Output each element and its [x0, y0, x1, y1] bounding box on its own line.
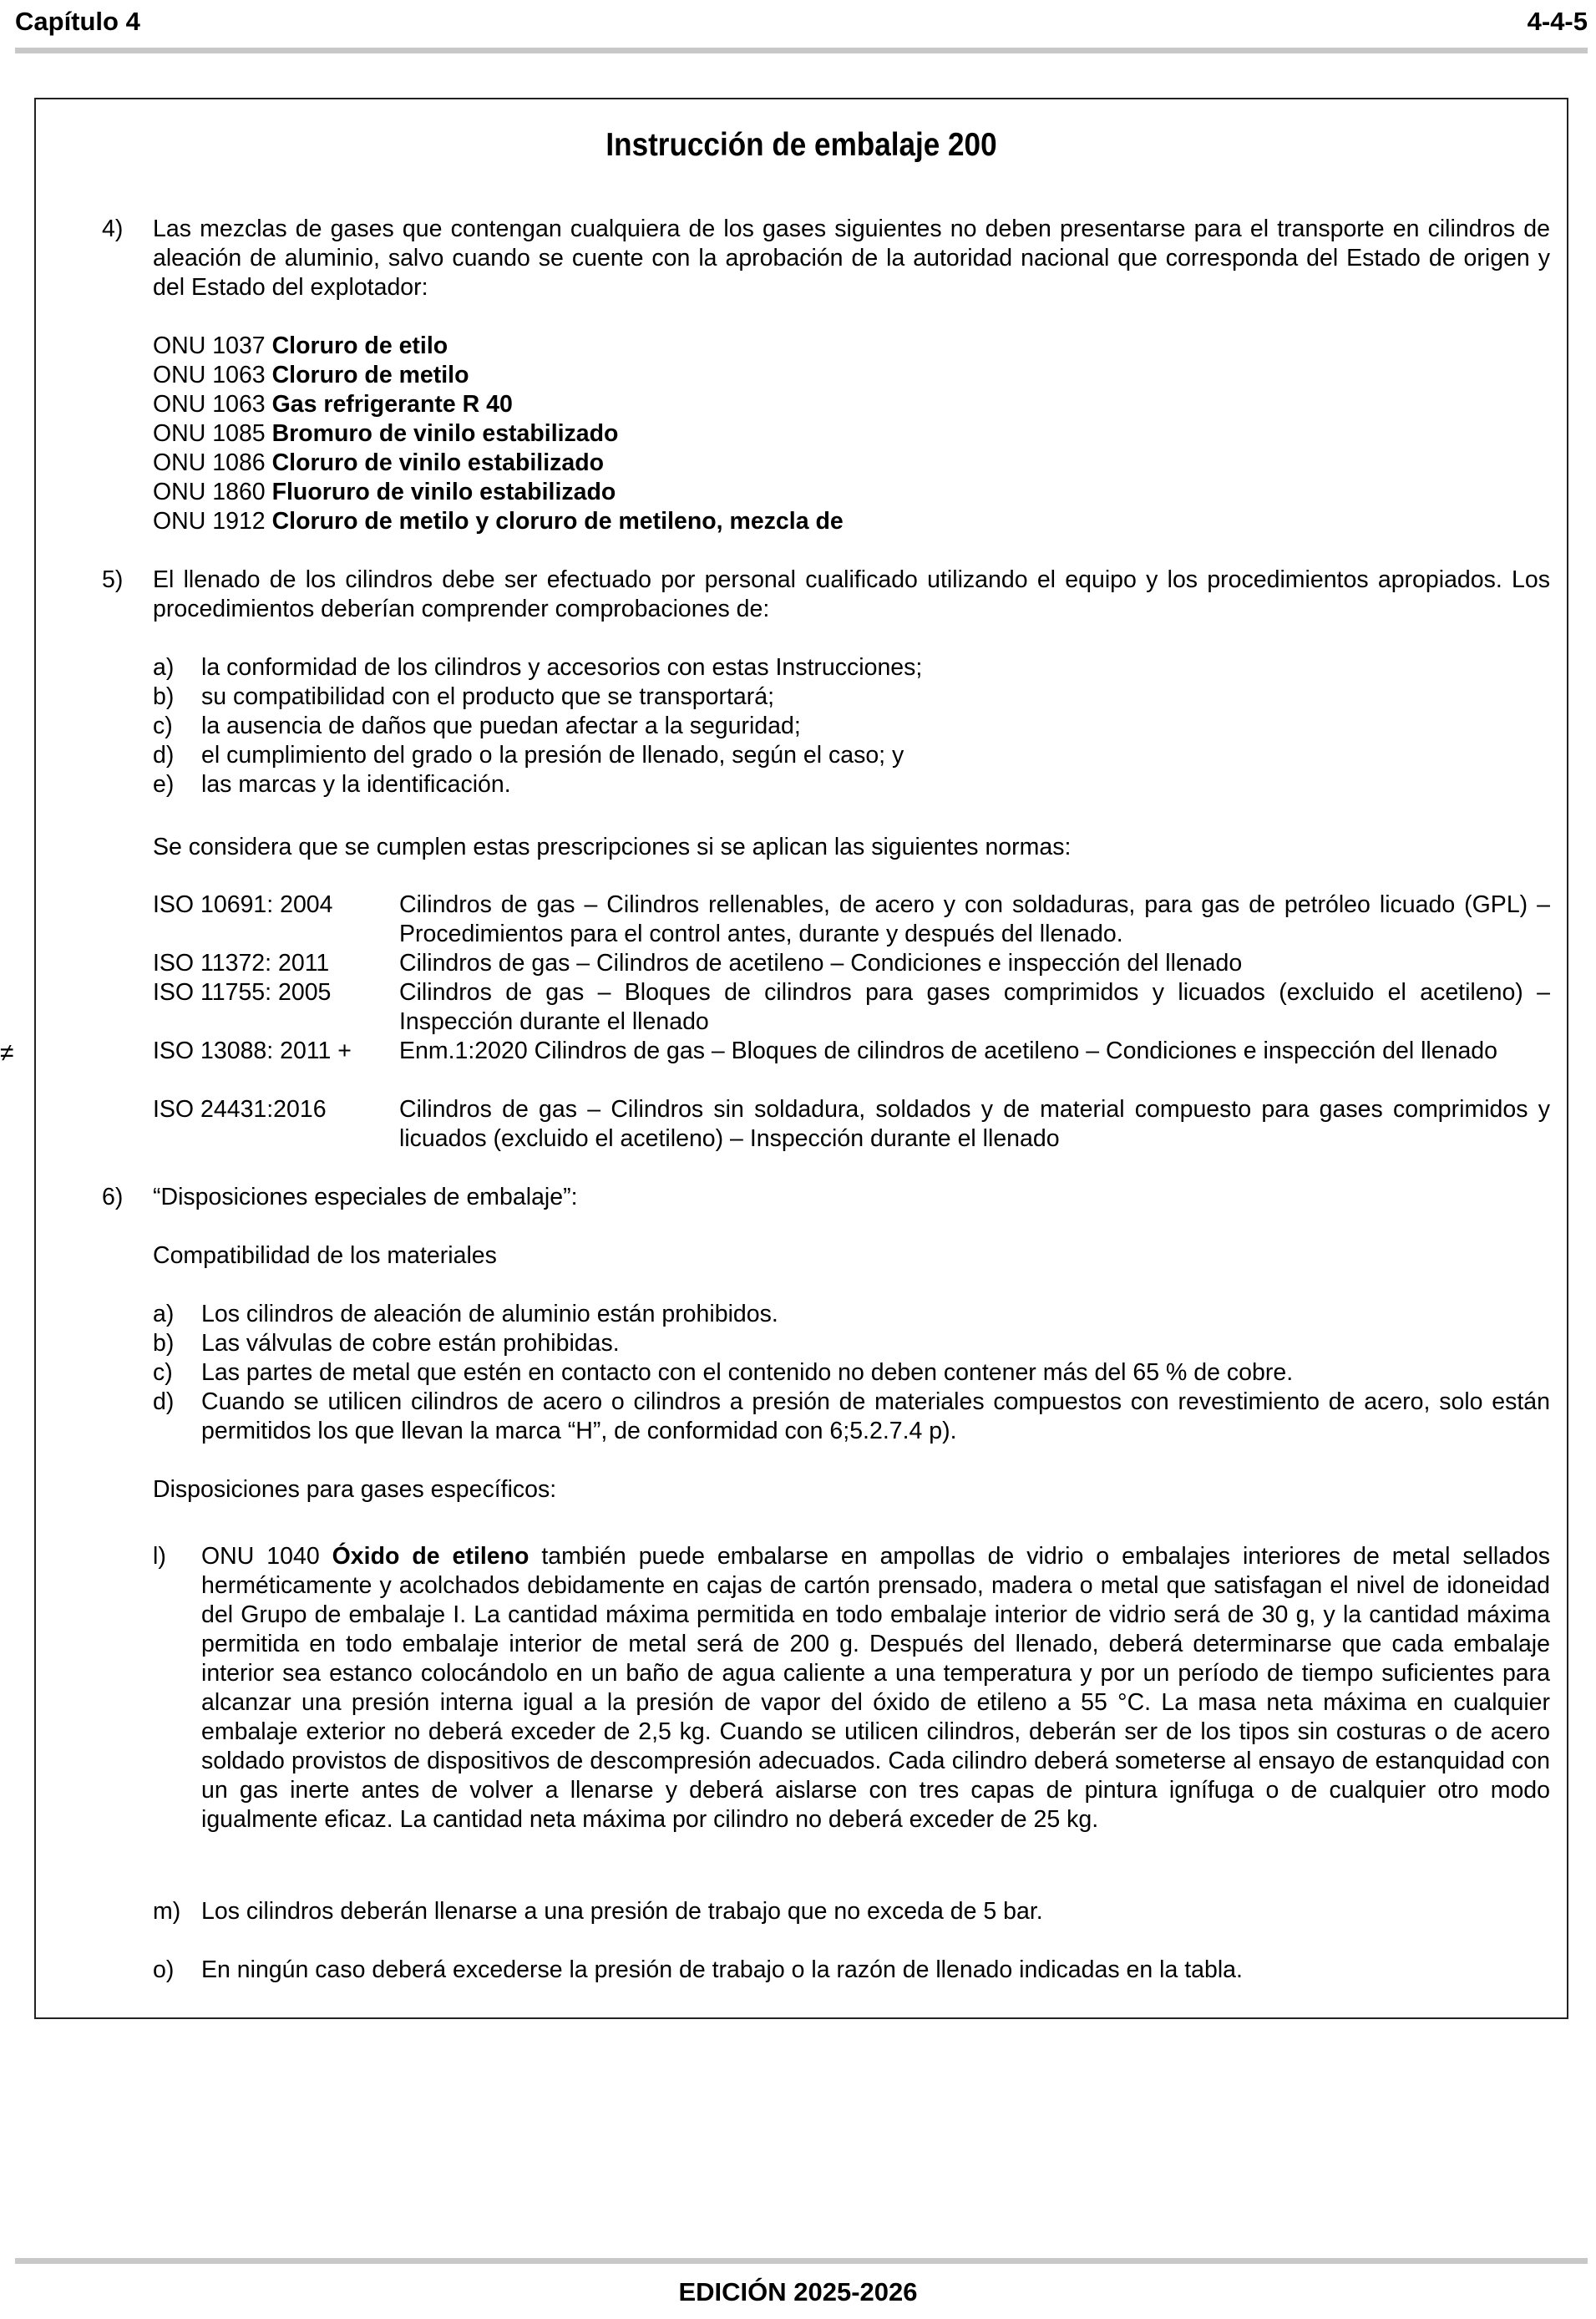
page-title: Instrucción de embalaje 200 [605, 127, 997, 163]
norms-intro: Se considera que se cumplen estas prescripciones si se aplican las siguientes normas: [153, 834, 1072, 860]
list-letter: l) [153, 1543, 166, 1570]
list-item: el cumplimiento del grado o la presión de llenado, según el caso; y [201, 742, 904, 769]
page-footer: EDICIÓN 2025-2026 [678, 2277, 918, 2306]
header-rule [15, 48, 1588, 53]
page-number: 4-4-5 [1527, 7, 1588, 36]
section-heading: Disposiciones para gases específicos: [153, 1476, 557, 1503]
page-header [15, 5, 1588, 38]
list-item: ONU 1086 Cloruro de vinilo estabilizado [153, 449, 605, 476]
norm-text: Cilindros de gas – Cilindros sin soldadura, soldados y de material compuesto para gases comprimidos y licuados (excluido el acetileno) – Inspección durante el llenado [399, 1096, 1550, 1152]
item-number: 5) [102, 566, 124, 593]
list-item: ONU 1063 Cloruro de metilo [153, 362, 469, 388]
list-letter: a) [153, 654, 175, 681]
list-item: Cuando se utilicen cilindros de acero o cilindros a presión de materiales compuestos con revestimiento de acero, solo están permitidos los que llevan la marca “H”, de conformidad con 6;5.2.7.4 p). [201, 1388, 1550, 1444]
list-item: ONU 1063 Gas refrigerante R 40 [153, 391, 513, 418]
item-text: El llenado de los cilindros debe ser efectuado por personal cualificado utilizando el equipo y los procedimientos apropiados. Los procedimientos deberían comprender comprobaciones de: [153, 566, 1550, 622]
list-item: ONU 1040 Óxido de etileno también puede embalarse en ampollas de vidrio o embalajes interiores de metal sellados herméticamente y acolchados debidamente en cajas de cartón prensado, madera o metal que satisfagan el nivel de idoneidad del Grupo de embalaje I. La cantidad máxima permitida en todo embalaje interior de vidrio será de 30 g, y la cantidad máxima permitida en todo embalaje interior de metal será de 200 g. Después del llenado, deberá determinarse que cada embalaje interior sea estanco colocándolo en un baño de agua caliente a una temperatura y por un período de tiempo suficientes para alcanzar una presión interna igual a la presión de vapor del óxido de etileno a 55 °C. La masa neta máxima en cualquier embalaje exterior no deberá exceder de 2,5 kg. Cuando se utilicen cilindros, deberán ser de los tipos sin costuras o de acero soldado provistos de dispositivos de descompresión adecuados. Cada cilindro deberá someterse al ensayo de estanquidad con un gas inerte antes de volver a llenarse y deberá aislarse con tres capas de pintura ignífuga o de cualquier otro modo igualmente eficaz. La cantidad neta máxima por cilindro no deberá exceder de 25 kg. [201, 1543, 1550, 1833]
list-item: En ningún caso deberá excederse la presión de trabajo o la razón de llenado indicadas en la tabla. [201, 1956, 1243, 1983]
section-heading: Compatibilidad de los materiales [153, 1242, 497, 1269]
norm-text: Cilindros de gas – Bloques de cilindros para gases comprimidos y licuados (excluido el acetileno) – Inspección durante el llenado [399, 979, 1550, 1035]
norm-code: ISO 11372: 2011 [153, 950, 330, 977]
list-item: ONU 1860 Fluoruro de vinilo estabilizado [153, 479, 616, 505]
norm-code: ISO 10691: 2004 [153, 891, 333, 918]
chapter-label: Capítulo 4 [15, 7, 140, 36]
list-item: Los cilindros de aleación de aluminio están prohibidos. [201, 1301, 778, 1327]
list-item: Las válvulas de cobre están prohibidas. [201, 1330, 620, 1357]
footer-rule [15, 2258, 1588, 2264]
item-number: 6) [102, 1184, 124, 1210]
list-letter: e) [153, 771, 175, 798]
list-item: su compatibilidad con el producto que se transportará; [201, 683, 774, 710]
list-letter: d) [153, 1388, 175, 1415]
list-letter: o) [153, 1956, 175, 1983]
norm-text: Cilindros de gas – Cilindros rellenables, de acero y con soldaduras, para gas de petróleo licuado (GPL) – Procedimientos para el control antes, durante y después del llenado. [399, 891, 1550, 947]
change-mark: ≠ [0, 1039, 14, 1067]
norm-text: Enm.1:2020 Cilindros de gas – Bloques de cilindros de acetileno – Condiciones e inspección del llenado [399, 1038, 1498, 1064]
item-number: 4) [102, 216, 124, 242]
list-item: Los cilindros deberán llenarse a una presión de trabajo que no exceda de 5 bar. [201, 1898, 1043, 1925]
list-letter: d) [153, 742, 175, 769]
list-item: la ausencia de daños que puedan afectar a la seguridad; [201, 713, 801, 739]
list-item: la conformidad de los cilindros y accesorios con estas Instrucciones; [201, 654, 923, 681]
list-item: ONU 1037 Cloruro de etilo [153, 332, 448, 359]
norm-code: ISO 11755: 2005 [153, 979, 332, 1006]
list-letter: c) [153, 713, 173, 739]
item-text: “Disposiciones especiales de embalaje”: [153, 1184, 578, 1210]
list-item: las marcas y la identificación. [201, 771, 511, 798]
list-letter: a) [153, 1301, 175, 1327]
list-letter: b) [153, 1330, 175, 1357]
norm-code: ISO 13088: 2011 + [153, 1038, 352, 1064]
item-text: Las mezclas de gases que contengan cualquiera de los gases siguientes no deben presentarse para el transporte en cilindros de aleación de aluminio, salvo cuando se cuente con la aprobación de la autoridad nacional que corresponda del Estado de origen y del Estado del explotador: [153, 216, 1550, 301]
list-item: Las partes de metal que estén en contacto con el contenido no deben contener más del 65 % de cobre. [201, 1359, 1294, 1386]
list-letter: m) [153, 1898, 181, 1925]
norm-text: Cilindros de gas – Cilindros de acetileno – Condiciones e inspección del llenado [399, 950, 1243, 977]
list-item: ONU 1912 Cloruro de metilo y cloruro de metileno, mezcla de [153, 508, 844, 535]
list-item: ONU 1085 Bromuro de vinilo estabilizado [153, 420, 619, 447]
list-letter: b) [153, 683, 175, 710]
list-letter: c) [153, 1359, 173, 1386]
norm-code: ISO 24431:2016 [153, 1096, 327, 1123]
